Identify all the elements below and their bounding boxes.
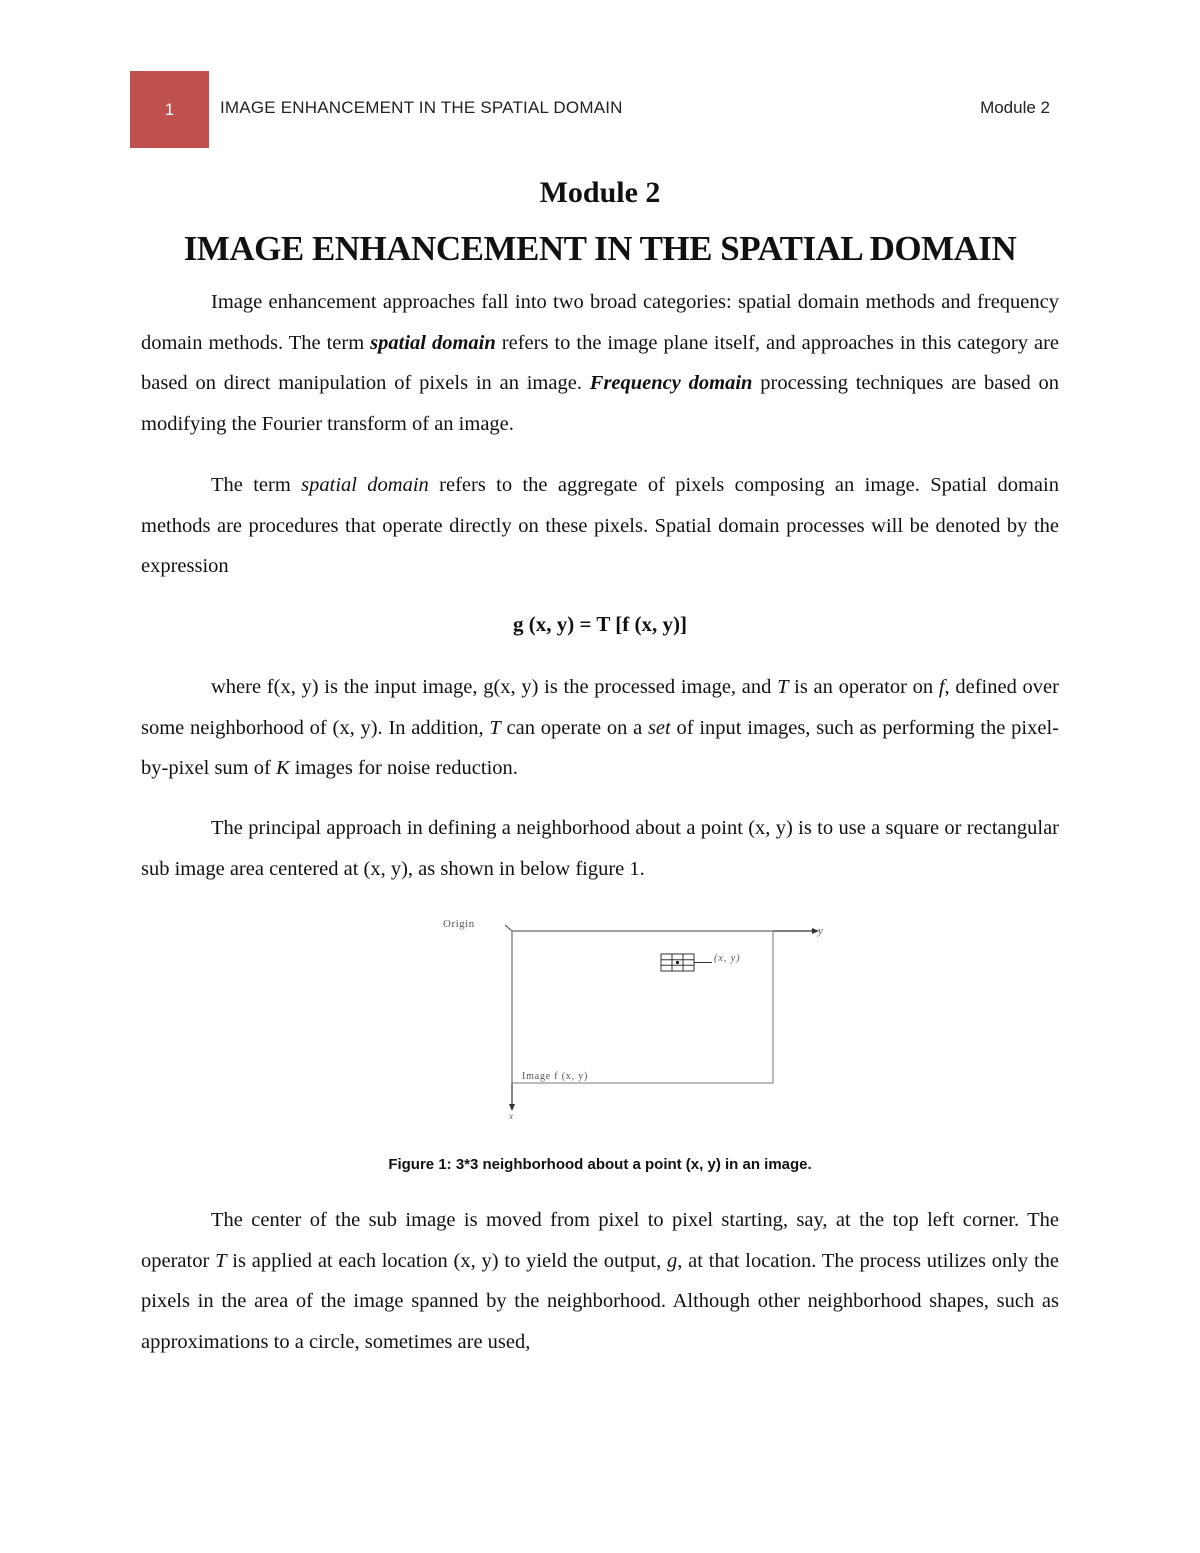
main-heading: IMAGE ENHANCEMENT IN THE SPATIAL DOMAIN [183,229,1017,268]
x-axis-arrow [509,1104,515,1111]
paragraph-5: The center of the sub image is moved from pixel to pixel starting, say, at the top left corner. The operator T is applied at each location (x, y) to yield the output, g, at that location. The process utilizes only the pixels in the area of the image spanned by the neighborhood. Although other neighborhood shapes, such as approximations to a circle, sometimes are used, [141,1209,1060,1354]
formula: g (x, y) = T [f (x, y)] [513,612,687,636]
figure-point-label: (x, y) [714,953,741,964]
center-point [676,961,679,964]
paragraph-1: Image enhancement approaches fall into two broad categories: spatial domain methods and frequency domain methods. The term spatial domain refers to the image plane itself, and approaches in this category are based on direct manipulation of pixels in an image. Frequency domain processing techniques are based on modifying the Fourier transform of an image. [141,291,1060,436]
page-number-box [130,71,209,148]
page-number: 1 [164,99,175,119]
figure-origin-label: Origin [443,918,475,930]
figure-image-label: Image f (x, y) [522,1071,589,1082]
paragraph-2: The term spatial domain refers to the aggregate of pixels composing an image. Spatial domain methods are procedures that operate directly on these pixels. Spatial domain processes will be denoted by the expression [141,474,1059,578]
figure-x-label: x [509,1111,513,1121]
neighborhood-figure [440,912,840,1122]
paragraph-3: where f(x, y) is the input image, g(x, y) is the processed image, and T is an operator on f, defined over some neighborhood of (x, y). In addition, T can operate on a set of input images, such as performing the pixel-by-pixel sum of K images for noise reduction. [141,676,1059,780]
figure-caption: Figure 1: 3*3 neighborhood about a point (x, y) in an image. [388,1156,812,1173]
paragraph-4: The principal approach in defining a neighborhood about a point (x, y) is to use a square or rectangular sub image area centered at (x, y), as shown in below figure 1. [141,817,1059,880]
module-heading: Module 2 [539,176,661,209]
running-header-module: Module 2 [980,98,1050,117]
figure-y-label: y [818,925,823,937]
origin-pointer [505,925,512,931]
running-header-title: IMAGE ENHANCEMENT IN THE SPATIAL DOMAIN [220,98,623,117]
